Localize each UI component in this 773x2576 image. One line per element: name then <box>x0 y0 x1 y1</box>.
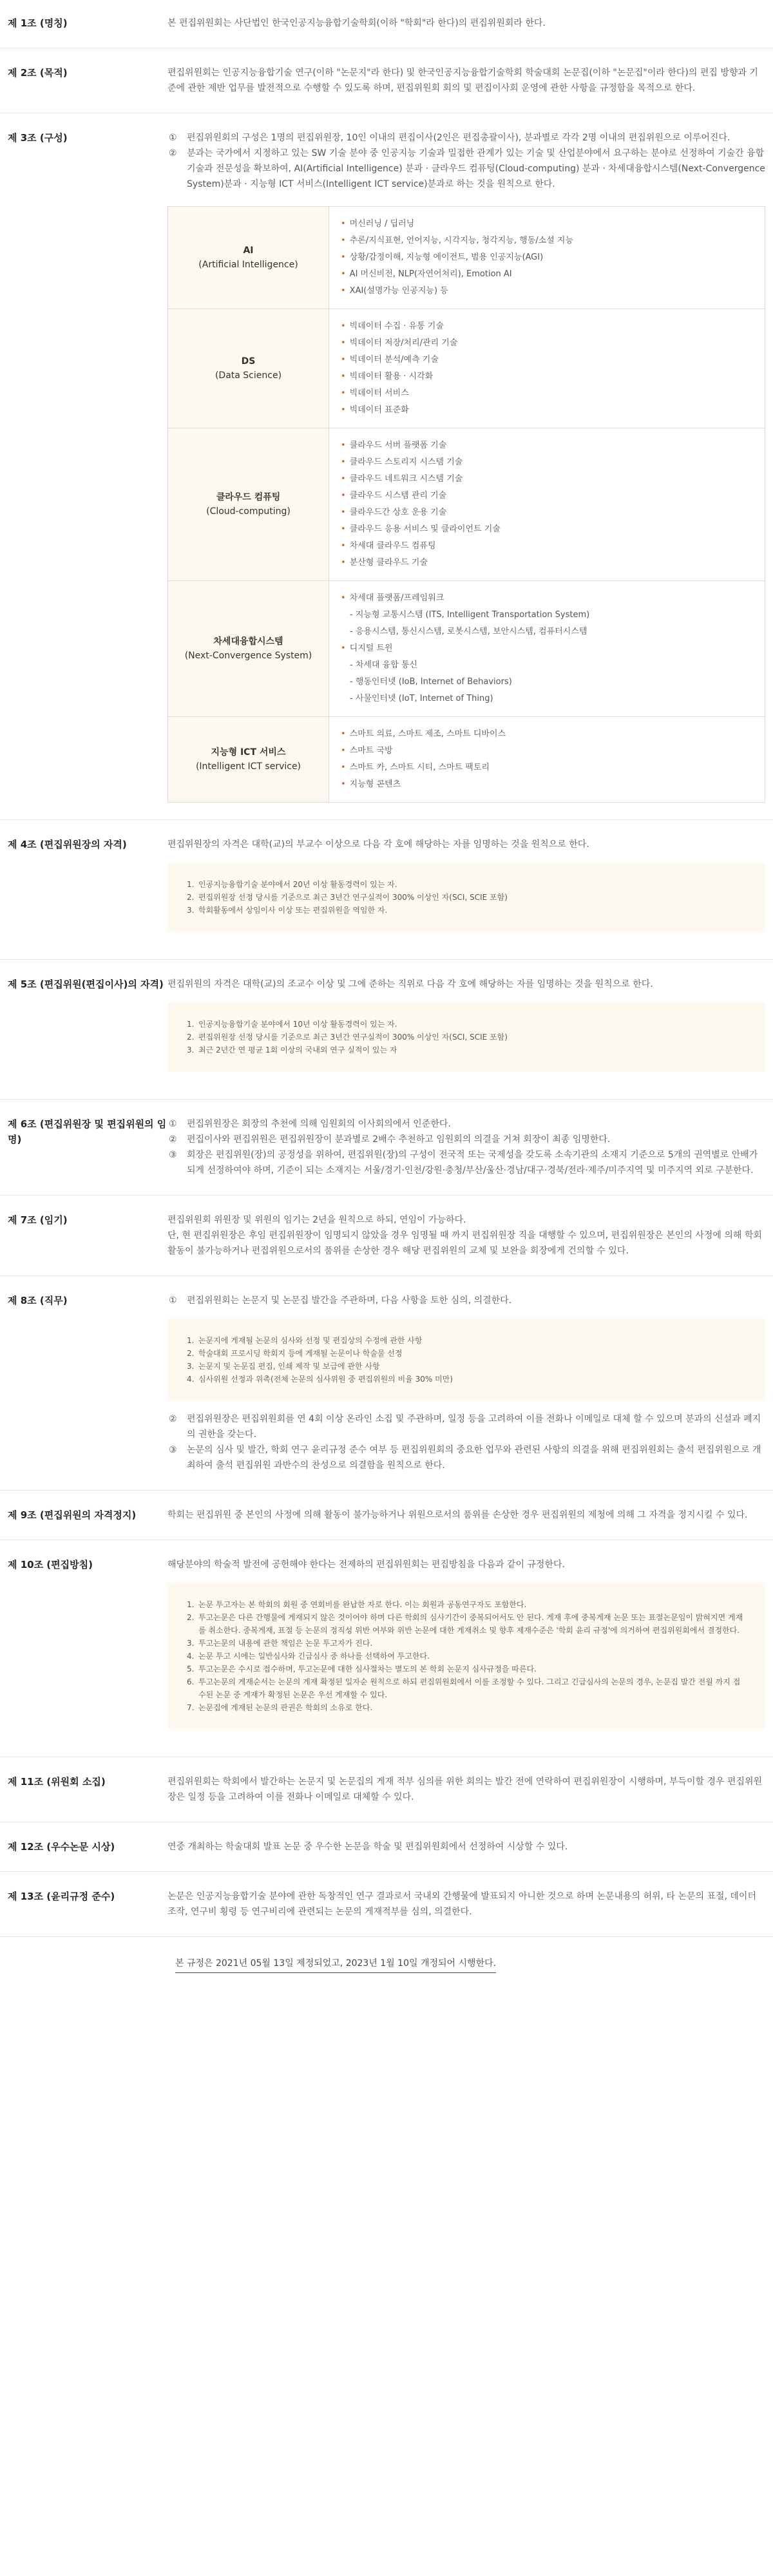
field-item <box>341 624 753 640</box>
field-row <box>168 717 765 803</box>
sub-clause-number: 4. <box>187 1652 195 1661</box>
article-title: 제 11조 (위원회 소집) <box>8 1776 106 1788</box>
article-title: 제 3조 (구성) <box>8 132 68 144</box>
field-table <box>167 206 765 803</box>
item-number: ③ <box>169 1445 177 1455</box>
article-paragraph: 편집위원장의 자격은 대학(교)의 부교수 이상으로 다음 각 호에 해당하는 자를 임명하는 것을 원칙으로 한다. <box>167 839 589 850</box>
field-item <box>341 607 753 624</box>
item-text: 회장은 편집위원(장)의 공정성을 위하여, 편집위원(장)의 구성이 전국적 또는 국제성을 갖도록 소속기관의 소재지 기준으로 5개의 권역별로 안배가 되게 선정하여야 하며, 기준이 되는 소재지는 서울/경기·인천/강원·충청/부산/울산·경남/대구·경북/전라·제주/미주지역 및 미주지역 외로 구분한다. <box>187 1150 758 1176</box>
field-item <box>341 266 753 283</box>
article-body <box>167 130 765 803</box>
effective-date-note <box>0 1937 773 1989</box>
field-item-text: 빅데이터 활용 · 시각화 <box>349 372 434 381</box>
sub-clause-number: 1. <box>187 1336 195 1345</box>
field-item-text: 상황/감정이해, 지능형 에이전트, 범용 인공지능(AGI) <box>349 253 544 262</box>
field-item <box>341 555 753 571</box>
sub-clause-list <box>187 878 746 917</box>
article-9 <box>0 1491 773 1540</box>
bullet-icon: • <box>341 763 346 772</box>
sub-clause-number: 2. <box>187 1033 195 1042</box>
article-title: 제 10조 (편집방침) <box>8 1559 93 1570</box>
field-item-text: 추론/지식표현, 언어지능, 시각지능, 청각지능, 행동/소셜 지능 <box>349 236 574 245</box>
article-body <box>167 1774 765 1805</box>
sub-clause-text: 학술대회 프로시딩 학회지 등에 게재될 논문이나 학술물 선정 <box>198 1349 403 1358</box>
field-item-text: - 차세대 융합 통신 <box>350 660 417 670</box>
item-text: 분과는 국가에서 지정하고 있는 SW 기술 분야 중 인공지능 기술과 밀접한 관계가 있는 기술 및 산업분야에서 요구하는 분야로 선정하여 기술간 융합기술과 전문성을 확보하여, AI(Artificial Intelligence) 분과 · 클라우드 컴퓨팅(Cloud-computing) 분과 · 차세대융합시스템(Next-Convergence System)분과 · 지능형 ICT 서비스(Intelligent ICT service)분과로 하는 것을 원칙으로 한다. <box>187 148 765 189</box>
numbered-list <box>167 1116 765 1178</box>
field-item-text: AI 머신비전, NLP(자연어처리), Emotion AI <box>349 269 512 279</box>
article-body <box>167 15 765 31</box>
article-5 <box>0 960 773 1100</box>
field-name-cell <box>168 309 329 428</box>
bullet-icon: • <box>341 541 346 551</box>
bullet-icon: • <box>341 286 346 296</box>
sub-clause-list <box>187 1598 746 1714</box>
article-body <box>167 65 765 96</box>
article-paragraph: 편집위원회는 학회에서 발간하는 논문지 및 논문집의 게재 적부 심의를 위한 회의는 발간 전에 연락하여 편집위원장이 시행하며, 부득이할 경우 편집위원장은 일정 등을 고려하여 이를 전화나 이메일로 대체할 수 있다. <box>167 1777 763 1802</box>
field-item <box>341 776 753 793</box>
field-item <box>341 488 753 504</box>
field-name-en: (Data Science) <box>215 370 282 381</box>
field-item-text: 차세대 플랫폼/프레임워크 <box>349 593 444 603</box>
field-name-ko: 지능형 ICT 서비스 <box>211 747 286 758</box>
sub-clause-item <box>187 1611 746 1637</box>
field-item-text: 클라우드 응용 서비스 및 클라이언트 기술 <box>349 524 501 534</box>
field-name-ko: 클라우드 컴퓨팅 <box>216 492 281 502</box>
sub-clause-text: 투고논문은 수시로 접수하며, 투고논문에 대한 심사절차는 별도의 본 학회 논문지 심사규정을 따른다. <box>198 1665 537 1674</box>
field-item-text: 빅데이터 저장/처리/관리 기술 <box>349 338 458 348</box>
article-paragraph: 논문은 인공지능융합기술 분야에 관한 독창적인 연구 결과로서 국내외 간행물에 발표되지 아니한 것으로 하며 논문내용의 허위, 타 논문의 표절, 데이터 조작, 연구비 횡령 등 연구비리에 관련되는 논문의 게재적부를 심의, 의결한다. <box>167 1891 756 1917</box>
article-12 <box>0 1822 773 1872</box>
sub-clause-item <box>187 1598 746 1611</box>
sub-clause-text: 논문집에 게재된 논문의 판권은 학회의 소유로 한다. <box>198 1703 373 1712</box>
bullet-icon: • <box>341 441 346 450</box>
sub-clause-text: 논문지 및 논문집 편집, 인쇄 제작 및 보급에 관한 사항 <box>198 1362 380 1371</box>
sub-clause-text: 편집위원장 선정 당시를 기준으로 최근 3년간 연구실적이 300% 이상인 자(SCI, SCIE 포함) <box>198 893 508 902</box>
field-item-text: 클라우드 네트워크 시스템 기술 <box>349 474 463 484</box>
numbered-item <box>167 1116 765 1132</box>
sub-clause-number: 5. <box>187 1665 195 1674</box>
field-item-text: 빅데이터 표준화 <box>349 405 409 415</box>
field-item-text: 스마트 카, 스마트 시티, 스마트 팩토리 <box>349 763 490 772</box>
article-7 <box>0 1196 773 1276</box>
field-item-text: 스마트 국방 <box>349 746 393 756</box>
sub-clause-item <box>187 1637 746 1650</box>
field-item <box>341 233 753 249</box>
item-text: 편집위원회의 구성은 1명의 편집위원장, 10인 이내의 편집이사(2인은 편집총괄이사), 분과별로 각각 2명 이내의 편집위원으로 이루어진다. <box>187 133 730 143</box>
bullet-icon: • <box>341 558 346 568</box>
field-item <box>341 538 753 555</box>
item-text: 편집이사와 편집위원은 편집위원장이 분과별로 2배수 추천하고 임원회의 의결을 거쳐 회장이 최종 임명한다. <box>187 1134 611 1145</box>
item-text: 논문의 심사 및 발간, 학회 연구 윤리규정 준수 여부 등 편집위원회의 중요한 업무와 관련된 사항의 의결을 위해 편집위원회는 출석 편집위원으로 개최하여 출석 편집위원 과반수의 찬성으로 의결함을 원칙으로 한다. <box>187 1445 761 1471</box>
bullet-icon: • <box>341 253 346 262</box>
numbered-item <box>167 1147 765 1178</box>
sub-clause-text: 심사위원 선정과 위촉(전체 논문의 심사위원 중 편집위원의 비율 30% 미만) <box>198 1375 453 1384</box>
sub-clause-item <box>187 1675 746 1701</box>
article-title: 제 7조 (임기) <box>8 1214 68 1226</box>
numbered-item <box>167 1442 765 1473</box>
field-item <box>341 352 753 368</box>
article-paragraph: 학회는 편집위원 중 본인의 사정에 의해 활동이 불가능하거나 위원으로서의 품위를 손상한 경우 편집위원의 제청에 의해 그 자격을 정지시킬 수 있다. <box>167 1510 748 1520</box>
field-items-cell <box>329 717 765 803</box>
item-number: ① <box>169 1119 177 1129</box>
article-paragraph: 단, 현 편집위원장은 후임 편집위원장이 임명되지 않았을 경우 임명될 때 까지 편집위원장 직을 대행할 수 있으며, 편집위원장은 본인의 사정에 의해 학회 활동이 불가능하거나 편집위원으로서의 품위를 손상한 경우 해당 편집위원의 교체 및 보완을 회장에게 건의할 수 있다. <box>167 1230 762 1256</box>
field-item <box>341 335 753 352</box>
item-text: 편집위원회는 논문지 및 논문집 발간을 주관하며, 다음 사항을 토한 심의, 의결한다. <box>187 1295 512 1306</box>
sub-clause-text: 최근 2년간 연 평균 1회 이상의 국내외 연구 실적이 있는 자 <box>198 1045 397 1054</box>
bullet-icon: • <box>341 457 346 467</box>
field-name-en: (Cloud-computing) <box>206 506 291 517</box>
sub-clause-text: 논문 투고자는 본 학회의 회원 중 연회비를 완납한 자로 한다. 이는 회원과 공동연구자도 포함한다. <box>198 1600 527 1609</box>
article-8 <box>0 1276 773 1491</box>
article-paragraph: 편집위원회 위원장 및 위원의 임기는 2년을 원칙으로 하되, 연임이 가능하다. <box>167 1215 466 1225</box>
sub-clause-number: 3. <box>187 1362 195 1371</box>
sub-clause-item <box>187 1031 746 1044</box>
field-item-text: 빅데이터 수집 · 유통 기술 <box>349 321 444 331</box>
article-body <box>167 977 765 1082</box>
bullet-icon: • <box>341 269 346 279</box>
field-item <box>341 726 753 743</box>
bullet-icon: • <box>341 372 346 381</box>
field-item-text: 빅데이터 서비스 <box>349 388 409 398</box>
field-name-ko: DS <box>241 356 256 367</box>
sub-clause-item <box>187 1018 746 1031</box>
article-4 <box>0 820 773 960</box>
field-item <box>341 691 753 707</box>
sub-clause-number: 2. <box>187 1613 195 1622</box>
bullet-icon: • <box>341 779 346 789</box>
article-body <box>167 1293 765 1473</box>
field-item-text: 디지털 트윈 <box>349 644 393 653</box>
sub-clause-item <box>187 1373 746 1386</box>
sub-clause-number: 3. <box>187 1045 195 1054</box>
numbered-list <box>167 130 765 192</box>
article-3 <box>0 113 773 820</box>
field-row <box>168 581 765 717</box>
bullet-icon: • <box>341 405 346 415</box>
sub-clause-item <box>187 1650 746 1663</box>
numbered-list <box>167 1293 765 1308</box>
article-paragraph: 해당분야의 학술적 발전에 공헌해야 한다는 전제하의 편집위원회는 편집방침을 다음과 같이 규정한다. <box>167 1560 565 1570</box>
bullet-icon: • <box>341 644 346 653</box>
sub-clause-item <box>187 1044 746 1056</box>
field-item <box>341 402 753 419</box>
field-row <box>168 309 765 428</box>
article-title: 제 13조 (윤리규정 준수) <box>8 1891 115 1902</box>
sub-clause-text: 학회활동에서 상임이사 이상 또는 편집위원을 역임한 자. <box>198 906 388 915</box>
sub-clause-number: 2. <box>187 893 195 902</box>
field-item <box>341 385 753 402</box>
sub-clause-box <box>167 1319 765 1401</box>
field-item <box>341 674 753 691</box>
article-title: 제 8조 (직무) <box>8 1295 68 1306</box>
field-name-cell <box>168 207 329 309</box>
article-13 <box>0 1872 773 1937</box>
sub-clause-item <box>187 904 746 917</box>
bullet-icon: • <box>341 388 346 398</box>
field-item-text: 차세대 클라우드 컴퓨팅 <box>349 541 436 551</box>
item-number: ① <box>169 133 177 143</box>
field-item-text: 클라우드 서버 플랫폼 기술 <box>349 441 447 450</box>
field-name-ko: 차세대융합시스템 <box>213 636 283 647</box>
article-paragraph: 편집위원회는 인공지능융합기술 연구(이하 "논문지"라 한다) 및 한국인공지능융합기술학회 학술대회 논문집(이하 "논문집"이라 한다)의 편집 방향과 기준에 관한 제반 업무를 발전적으로 수행할 수 있도록 하며, 편집위원회 회의 및 편집이사회 운영에 관한 사항을 규정함을 목적으로 한다. <box>167 68 758 93</box>
article-title: 제 1조 (명칭) <box>8 17 68 29</box>
article-paragraph: 본 편집위원회는 사단법인 한국인공지능융합기술학회(이하 "학회"라 한다)의 편집위원회라 한다. <box>167 18 546 28</box>
field-item-text: 분산형 클라우드 기술 <box>349 558 428 568</box>
field-item-text: 클라우드간 상호 운용 기술 <box>349 508 447 517</box>
sub-clause-box <box>167 1002 765 1072</box>
item-number: ③ <box>169 1150 177 1160</box>
sub-clause-text: 투고논문의 게재순서는 논문의 게재 확정된 일자순 원칙으로 하되 편집위원회에서 이를 조정할 수 있다. 그리고 긴급심사의 논문의 경우, 논문집 발간 전월 까지 접수된 논문 중 게재가 확정된 논문은 우선 게재할 수 있다. <box>198 1677 741 1699</box>
field-items-cell <box>329 309 765 428</box>
bullet-icon: • <box>341 729 346 739</box>
article-body <box>167 1557 765 1740</box>
article-title: 제 5조 (편집위원(편집이사)의 자격) <box>8 978 164 990</box>
sub-clause-number: 2. <box>187 1349 195 1358</box>
field-name-en: (Next-Convergence System) <box>184 651 312 661</box>
field-item <box>341 368 753 385</box>
sub-clause-number: 7. <box>187 1703 195 1712</box>
article-title: 제 4조 (편집위원장의 자격) <box>8 839 127 850</box>
numbered-item <box>167 130 765 146</box>
sub-clause-number: 3. <box>187 906 195 915</box>
article-1 <box>0 0 773 48</box>
field-item <box>341 216 753 233</box>
bullet-icon: • <box>341 746 346 756</box>
field-item <box>341 283 753 300</box>
field-name-en: (Intelligent ICT service) <box>195 761 301 772</box>
sub-clause-box <box>167 863 765 932</box>
field-item <box>341 318 753 335</box>
bullet-icon: • <box>341 474 346 484</box>
sub-clause-text: 논문지에 게재될 논문의 심사와 선정 및 편집상의 수정에 관한 사항 <box>198 1336 423 1345</box>
sub-clause-text: 인공지능융합기술 분야에서 10년 이상 활동경력이 있는 자. <box>198 1020 397 1029</box>
article-title: 제 6조 (편집위원장 및 편집위원의 임명) <box>8 1118 167 1145</box>
sub-clause-text: 인공지능융합기술 분야에서 20년 이상 활동경력이 있는 자. <box>198 880 397 889</box>
field-name-ko: AI <box>243 245 254 256</box>
sub-clause-text: 논문 투고 시에는 일반심사와 긴급심사 중 하나를 선택하여 투고한다. <box>198 1652 430 1661</box>
article-2 <box>0 48 773 113</box>
bullet-icon: • <box>341 524 346 534</box>
sub-clause-item <box>187 1347 746 1360</box>
field-items-cell <box>329 581 765 717</box>
field-item-text: - 행동인터넷 (IoB, Internet of Behaviors) <box>350 677 512 687</box>
bullet-icon: • <box>341 338 346 348</box>
field-item <box>341 504 753 521</box>
article-6 <box>0 1100 773 1196</box>
sub-clause-item <box>187 1334 746 1347</box>
item-number: ② <box>169 148 177 158</box>
field-item-text: - 응용시스템, 통신시스템, 로봇시스템, 보안시스템, 컴퓨터시스템 <box>350 627 587 636</box>
sub-clause-text: 편집위원장 선정 당시를 기준으로 최근 3년간 연구실적이 300% 이상인 자(SCI, SCIE 포함) <box>198 1033 508 1042</box>
effective-date-text: 본 규정은 2021년 05월 13일 제정되었고, 2023년 1월 10일 개정되어 시행한다. <box>175 1958 496 1973</box>
numbered-item <box>167 1132 765 1147</box>
item-number: ① <box>169 1295 177 1306</box>
sub-clause-text: 투고논문의 내용에 관한 책임은 논문 투고자가 진다. <box>198 1639 373 1648</box>
field-item-text: XAI(설명가능 인공지능) 등 <box>349 286 448 296</box>
bullet-icon: • <box>341 355 346 365</box>
article-body <box>167 1839 765 1855</box>
numbered-list <box>167 1411 765 1473</box>
field-item <box>341 249 753 266</box>
article-title: 제 12조 (우수논문 시상) <box>8 1841 115 1853</box>
field-item <box>341 437 753 454</box>
field-name-cell <box>168 428 329 581</box>
field-row <box>168 207 765 309</box>
field-item-text: - 사물인터넷 (IoT, Internet of Thing) <box>350 694 493 703</box>
article-11 <box>0 1757 773 1822</box>
sub-clause-number: 1. <box>187 1600 195 1609</box>
sub-clause-number: 3. <box>187 1639 195 1648</box>
bullet-icon: • <box>341 219 346 229</box>
field-item <box>341 759 753 776</box>
field-item-text: 스마트 의료, 스마트 제조, 스마트 디바이스 <box>349 729 506 739</box>
field-item <box>341 640 753 657</box>
field-item <box>341 657 753 674</box>
sub-clause-number: 1. <box>187 880 195 889</box>
field-item-text: 빅데이터 분석/예측 기술 <box>349 355 439 365</box>
field-name-en: (Artificial Intelligence) <box>198 260 298 270</box>
item-number: ② <box>169 1414 177 1424</box>
article-body <box>167 1212 765 1259</box>
field-item-text: 클라우드 시스템 관리 기술 <box>349 491 447 501</box>
sub-clause-list <box>187 1018 746 1056</box>
article-paragraph: 편집위원의 자격은 대학(교)의 조교수 이상 및 그에 준하는 직위로 다음 각 호에 해당하는 자를 임명하는 것을 원칙으로 한다. <box>167 979 653 989</box>
field-item <box>341 521 753 538</box>
field-item <box>341 743 753 759</box>
sub-clause-list <box>187 1334 746 1386</box>
sub-clause-box <box>167 1583 765 1730</box>
bullet-icon: • <box>341 236 346 245</box>
field-item-text: 클라우드 스토리지 시스템 기술 <box>349 457 463 467</box>
item-number: ② <box>169 1134 177 1145</box>
numbered-item <box>167 1411 765 1442</box>
article-title: 제 9조 (편집위원의 자격정지) <box>8 1509 137 1521</box>
item-text: 편집위원장은 회장의 추천에 의해 임원회의 이사회의에서 인준한다. <box>187 1119 451 1129</box>
article-body <box>167 1116 765 1178</box>
article-body <box>167 837 765 942</box>
field-item <box>341 590 753 607</box>
article-title: 제 2조 (목적) <box>8 67 68 79</box>
article-body <box>167 1889 765 1920</box>
field-row <box>168 428 765 581</box>
bullet-icon: • <box>341 593 346 603</box>
bullet-icon: • <box>341 491 346 501</box>
sub-clause-item <box>187 878 746 891</box>
sub-clause-number: 4. <box>187 1375 195 1384</box>
bullet-icon: • <box>341 321 346 331</box>
field-items-cell <box>329 207 765 309</box>
field-name-cell <box>168 581 329 717</box>
field-items-cell <box>329 428 765 581</box>
sub-clause-number: 6. <box>187 1677 195 1686</box>
item-text: 편집위원장은 편집위원회를 연 4회 이상 온라인 소집 및 주관하며, 일정 등을 고려하여 이를 전화나 이메일로 대체 할 수 있으며 분과의 신설과 폐지의 권한을 갖는다. <box>187 1414 761 1440</box>
field-item-text: - 지능형 교통시스템 (ITS, Intelligent Transportation System) <box>350 610 590 620</box>
field-item <box>341 471 753 488</box>
field-item <box>341 454 753 471</box>
numbered-item <box>167 146 765 192</box>
article-body <box>167 1507 765 1523</box>
field-item-text: 머신러닝 / 딥러닝 <box>349 219 415 229</box>
bullet-icon: • <box>341 508 346 517</box>
field-name-cell <box>168 717 329 803</box>
sub-clause-item <box>187 1663 746 1675</box>
sub-clause-text: 투고논문은 다른 간행물에 게재되지 않은 것이어야 하며 다른 학회의 심사기간이 중복되어서도 안 된다. 게재 후에 중복게재 논문 또는 표절논문임이 밝혀지면 게재를 취소한다. 중복게재, 표절 등 논문의 정직성 위반 여부와 위반 논문에 대한 게재취소 및 향후 제재수준은 '학회 윤리 규정'에 의거하여 편집위원회에서 결정한다. <box>198 1613 743 1635</box>
numbered-item <box>167 1293 765 1308</box>
sub-clause-item <box>187 1701 746 1714</box>
field-item-text: 지능형 콘텐츠 <box>349 779 401 789</box>
article-paragraph: 연중 개최하는 학술대회 발표 논문 중 우수한 논문을 학술 및 편집위원회에서 선정하여 시상할 수 있다. <box>167 1842 568 1852</box>
sub-clause-number: 1. <box>187 1020 195 1029</box>
sub-clause-item <box>187 1360 746 1373</box>
article-10 <box>0 1540 773 1757</box>
sub-clause-item <box>187 891 746 904</box>
